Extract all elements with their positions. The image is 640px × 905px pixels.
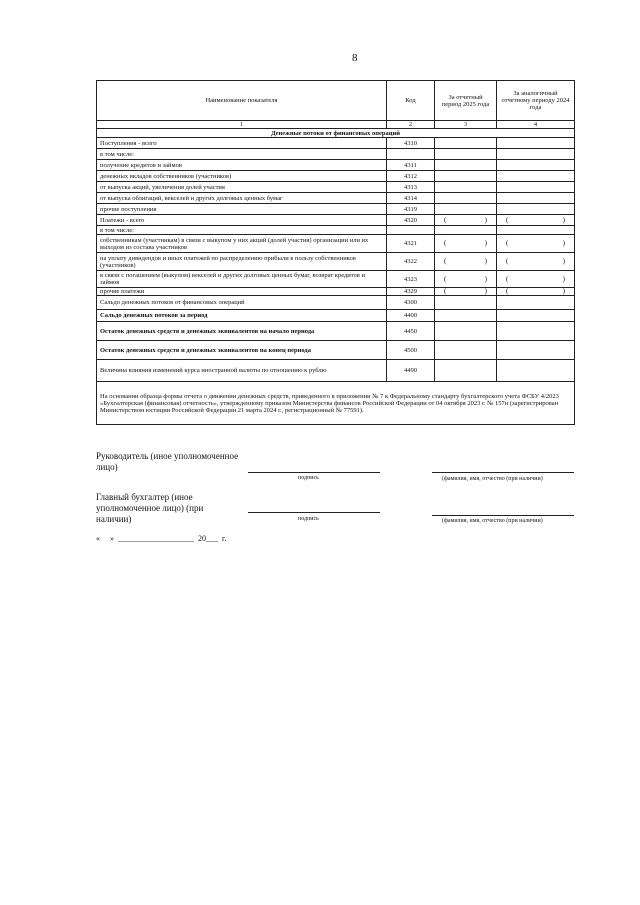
row-label: прочие платежи	[97, 288, 387, 296]
head-label: Руководитель (иное уполномоченное лицо)	[96, 451, 239, 472]
row-code: 4500	[387, 341, 435, 360]
row-value-prior	[497, 171, 575, 182]
paren-open: (	[506, 287, 509, 295]
paren-open: (	[444, 239, 447, 247]
row-label: денежных вкладов собственников (участников)	[97, 171, 387, 182]
row-code	[387, 226, 435, 235]
row-code: 4490	[387, 360, 435, 382]
paren-open: (	[444, 287, 447, 295]
row-label: от выпуска акций, увеличения долей участия	[97, 182, 387, 193]
head-sign-line	[248, 472, 380, 473]
row-value-current	[435, 171, 497, 182]
row-label: получение кредитов и займов	[97, 160, 387, 171]
header-current: За отчетный период 2025 года	[435, 81, 497, 121]
row-value-prior	[497, 182, 575, 193]
row-label: Сальдо денежных потоков от финансовых операций	[97, 296, 387, 310]
paren-close: )	[562, 239, 565, 247]
col-num: 2	[387, 121, 435, 129]
row-value-prior	[497, 138, 575, 149]
row-code: 4329	[387, 288, 435, 296]
row-label: собственникам (участникам) в связи с выкупом у них акций (долей участия) организации или их выходом из состава участников	[97, 235, 387, 253]
row-label: на уплату дивидендов и иных платежей по распределению прибыли в пользу собственников (участников)	[97, 253, 387, 271]
paren-close: )	[562, 215, 565, 224]
row-label: Величина влияния изменений курса иностранной валюты по отношению к рублю	[97, 360, 387, 382]
row-code: 4320	[387, 215, 435, 226]
row-value-prior	[497, 341, 575, 360]
paren-close: )	[562, 274, 565, 283]
row-value-current	[435, 149, 497, 160]
row-label: в том числе:	[97, 149, 387, 160]
row-value-prior	[497, 235, 575, 253]
row-value-prior	[497, 193, 575, 204]
section-title: Денежные потоки от финансовых операций	[97, 129, 575, 138]
row-code: 4319	[387, 204, 435, 215]
row-value-prior	[497, 149, 575, 160]
row-code: 4314	[387, 193, 435, 204]
row-value-current	[435, 296, 497, 310]
row-label: в связи с погашением (выкупом) векселей и других долговых ценных бумаг, возврат кредитов и займов	[97, 271, 387, 288]
row-label: Остаток денежных средств и денежных эквивалентов на конец периода	[97, 341, 387, 360]
paren-open: (	[444, 274, 447, 283]
row-value-prior	[497, 322, 575, 341]
row-code: 4312	[387, 171, 435, 182]
footnote: На основании образца формы отчета о движении денежных средств, приведенного в приложении № 7 к Федеральному стандарту бухгалтерского учета ФСБУ 4/2023 «Бухгалтерская (финансовая) отчетность», утвержденному приказом Министерства финансов Российской Федерации от 04 октября 2023 г. № 157н (зарегистрирован Министерством юстиции Российской Федерации 21 марта 2024 г., регистрационный № 77591).	[97, 382, 575, 425]
row-code: 4311	[387, 160, 435, 171]
row-value-current	[435, 271, 497, 288]
row-value-current	[435, 322, 497, 341]
accountant-name-caption: (фамилия, имя, отчество (при наличии)	[442, 518, 543, 524]
row-value-prior	[497, 288, 575, 296]
header-name: Наименование показателя	[97, 81, 387, 121]
row-value-current	[435, 182, 497, 193]
row-label: прочие поступления	[97, 204, 387, 215]
paren-close: )	[562, 257, 565, 265]
paren-close: )	[484, 215, 487, 224]
head-name-line	[432, 472, 574, 473]
paren-close: )	[484, 257, 487, 265]
row-label: Сальдо денежных потоков за период	[97, 310, 387, 322]
row-label: Платежи - всего	[97, 215, 387, 226]
page-number: 8	[352, 52, 358, 64]
col-num: 1	[97, 121, 387, 129]
head-name-caption: (фамилия, имя, отчество (при наличии)	[442, 476, 543, 482]
row-label: Остаток денежных средств и денежных эквивалентов на начало периода	[97, 322, 387, 341]
accountant-name-line	[432, 515, 574, 516]
row-code: 4300	[387, 296, 435, 310]
row-value-current	[435, 193, 497, 204]
accountant-sign-line	[248, 512, 380, 513]
paren-open: (	[506, 215, 509, 224]
row-value-prior	[497, 310, 575, 322]
row-code: 4310	[387, 138, 435, 149]
cash-flow-table	[96, 80, 575, 425]
paren-open: (	[444, 257, 447, 265]
row-code: 4323	[387, 271, 435, 288]
row-label: в том числе:	[97, 226, 387, 235]
row-code: 4450	[387, 322, 435, 341]
row-value-prior	[497, 204, 575, 215]
row-code: 4322	[387, 253, 435, 271]
row-value-current	[435, 235, 497, 253]
row-value-prior	[497, 360, 575, 382]
row-code: 4400	[387, 310, 435, 322]
paren-open: (	[506, 257, 509, 265]
row-value-prior	[497, 215, 575, 226]
head-sign-caption: подпись	[298, 475, 319, 481]
row-value-current	[435, 204, 497, 215]
accountant-label: Главный бухгалтер (иное уполномоченное лицо) (при наличии)	[96, 492, 204, 524]
paren-close: )	[484, 274, 487, 283]
date-line: « » ___________________ 20___ г.	[96, 534, 227, 543]
row-value-current	[435, 288, 497, 296]
paren-close: )	[484, 287, 487, 295]
row-value-current	[435, 160, 497, 171]
row-value-prior	[497, 226, 575, 235]
accountant-sign-caption: подпись	[298, 516, 319, 522]
paren-close: )	[562, 287, 565, 295]
col-num: 3	[435, 121, 497, 129]
row-value-current	[435, 310, 497, 322]
row-value-current	[435, 341, 497, 360]
paren-close: )	[484, 239, 487, 247]
paren-open: (	[506, 274, 509, 283]
row-code: 4313	[387, 182, 435, 193]
row-value-current	[435, 138, 497, 149]
col-num: 4	[497, 121, 575, 129]
row-code: 4321	[387, 235, 435, 253]
row-label: Поступления - всего	[97, 138, 387, 149]
row-value-prior	[497, 271, 575, 288]
row-value-current	[435, 226, 497, 235]
row-value-prior	[497, 296, 575, 310]
row-code	[387, 149, 435, 160]
row-value-prior	[497, 160, 575, 171]
row-value-current	[435, 360, 497, 382]
header-code: Код	[387, 81, 435, 121]
row-value-current	[435, 215, 497, 226]
paren-open: (	[506, 239, 509, 247]
row-label: от выпуска облигаций, векселей и других долговых ценных бумаг	[97, 193, 387, 204]
paren-open: (	[444, 215, 447, 224]
header-prior: За аналогичный отчетному периоду 2024 года	[497, 81, 575, 121]
row-value-prior	[497, 253, 575, 271]
row-value-current	[435, 253, 497, 271]
